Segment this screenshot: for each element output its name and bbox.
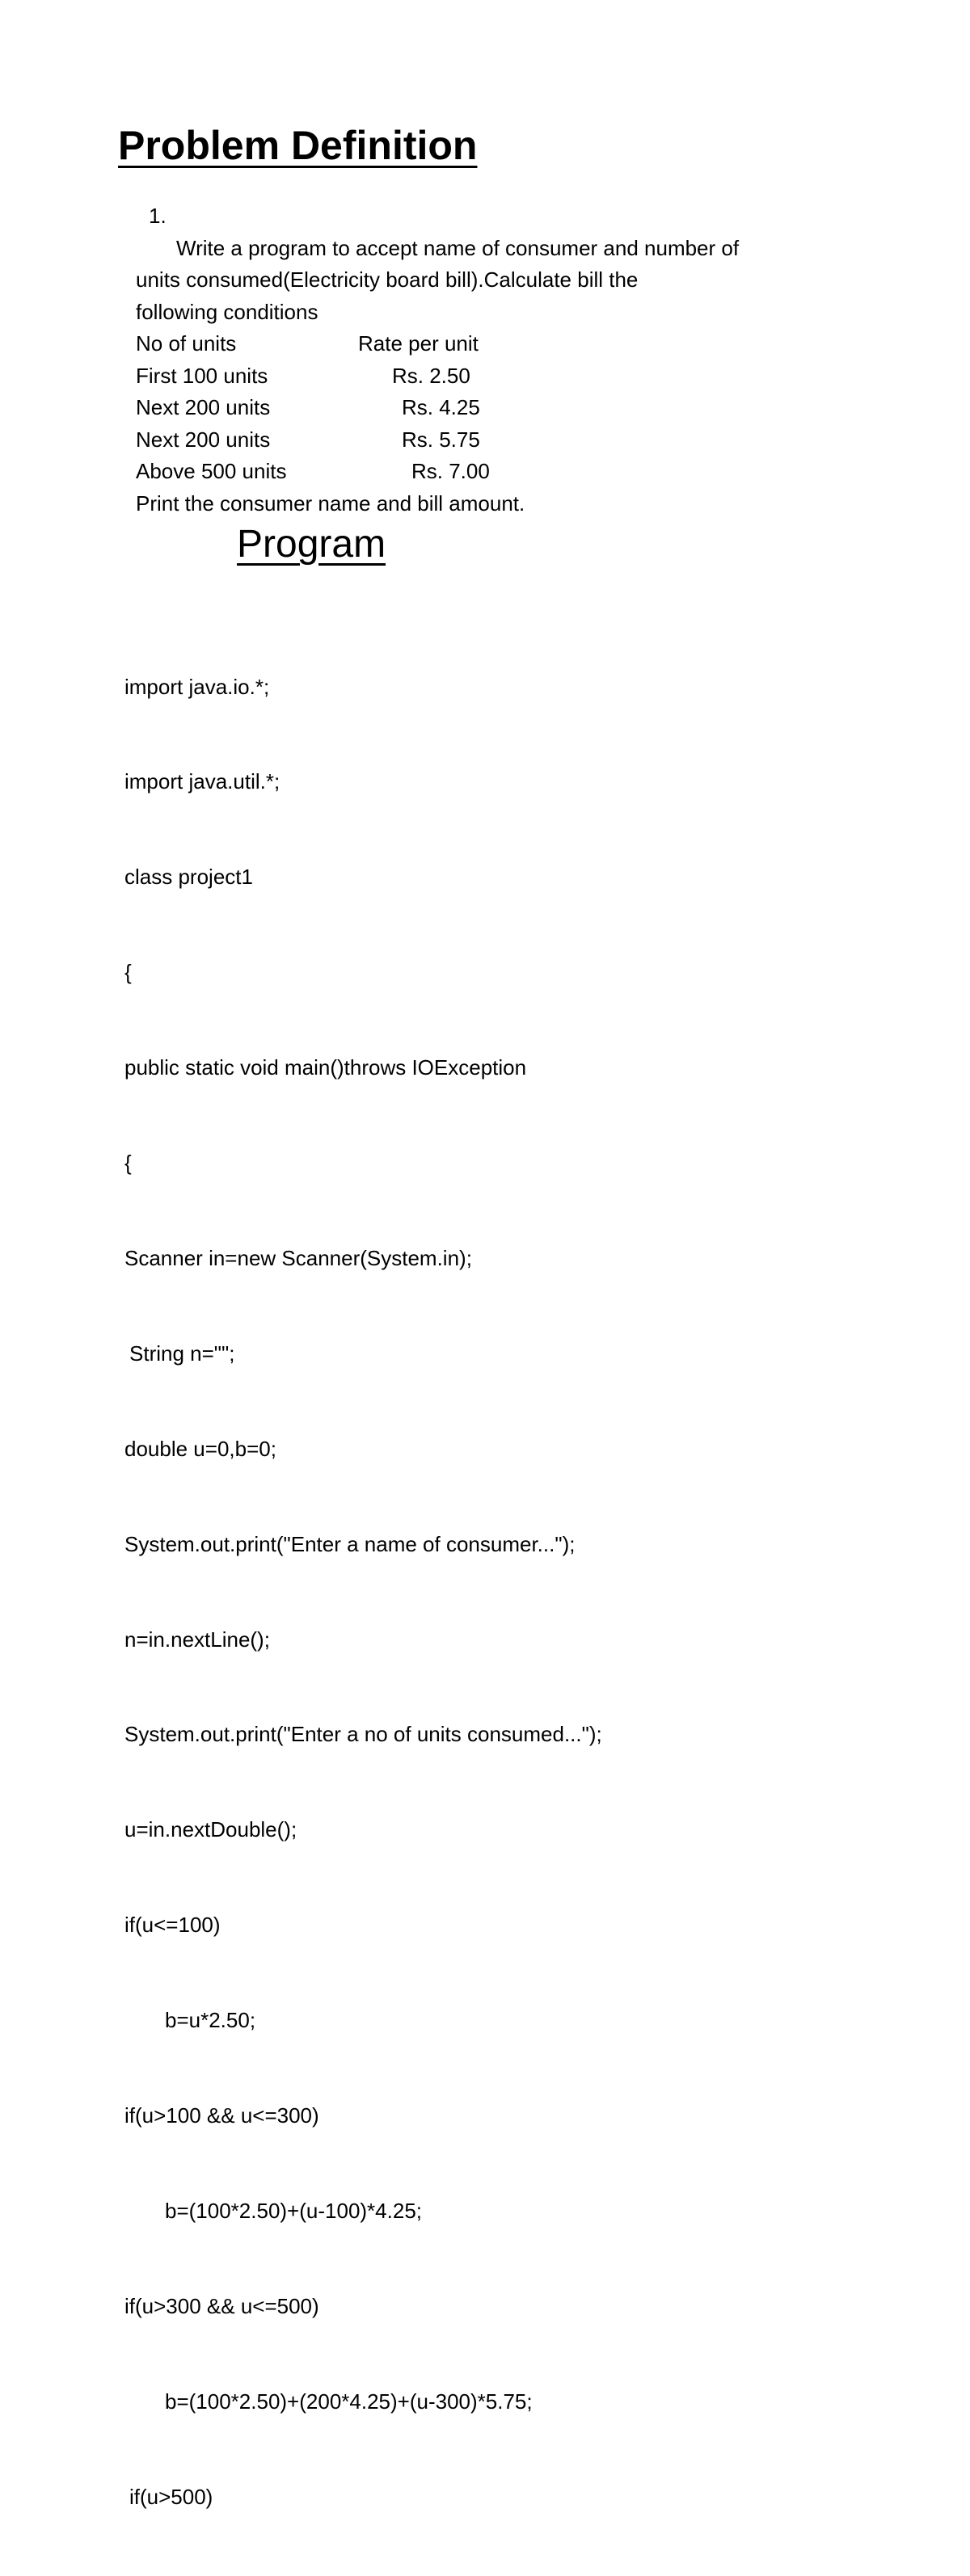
code-line: public static void main()throws IOException <box>124 1055 527 1080</box>
code-line: { <box>124 1151 132 1176</box>
rate-table <box>136 328 490 488</box>
problem-number: 1. <box>149 204 167 228</box>
code-line: if(u<=100) <box>124 1913 221 1938</box>
problem-closing: Print the consumer name and bill amount. <box>136 490 525 516</box>
table-row <box>136 456 490 488</box>
table-row <box>136 424 490 457</box>
header-rate: Rate per unit <box>358 331 479 356</box>
code-line: b=(100*2.50)+(u-100)*4.25; <box>165 2198 423 2223</box>
code-block <box>124 608 602 2576</box>
table-row <box>136 392 490 424</box>
code-line: if(u>100 && u<=300) <box>124 2102 319 2128</box>
code-line: b=u*2.50; <box>165 2008 256 2033</box>
rate-table-header <box>136 328 490 360</box>
program-heading: Program <box>237 523 386 566</box>
row-units: Next 200 units <box>136 427 271 452</box>
code-line: import java.util.*; <box>124 769 280 794</box>
row-units: Next 200 units <box>136 395 271 419</box>
code-line: b=(100*2.50)+(200*4.25)+(u-300)*5.75; <box>165 2389 533 2414</box>
header-units: No of units <box>136 331 237 356</box>
row-rate: Rs. 4.25 <box>402 395 480 419</box>
code-line: class project1 <box>124 865 253 890</box>
problem-text-line-2: units consumed(Electricity board bill).Calculate bill the <box>136 267 639 292</box>
code-line: System.out.print("Enter a name of consumer..."); <box>124 1531 576 1556</box>
problem-text-line-3: following conditions <box>136 299 318 324</box>
code-line: double u=0,b=0; <box>124 1436 276 1461</box>
row-rate: Rs. 7.00 <box>411 459 490 483</box>
row-rate: Rs. 2.50 <box>392 363 470 388</box>
code-line: System.out.print("Enter a no of units consumed..."); <box>124 1722 602 1747</box>
problem-text-line-1: Write a program to accept name of consumer and number of <box>176 235 740 260</box>
code-line: u=in.nextDouble(); <box>124 1817 297 1842</box>
row-units: Above 500 units <box>136 459 287 483</box>
code-line: import java.io.*; <box>124 674 270 699</box>
code-line: Scanner in=new Scanner(System.in); <box>124 1245 472 1270</box>
table-row <box>136 360 490 393</box>
page-title: Problem Definition <box>118 123 478 168</box>
row-units: First 100 units <box>136 363 268 388</box>
code-line: String n=""; <box>129 1341 235 1366</box>
code-line: { <box>124 960 132 985</box>
row-rate: Rs. 5.75 <box>402 427 480 452</box>
code-line: n=in.nextLine(); <box>124 1627 270 1652</box>
problem-statement <box>136 200 863 520</box>
code-line: if(u>500) <box>129 2484 213 2509</box>
code-line: if(u>300 && u<=500) <box>124 2293 319 2318</box>
